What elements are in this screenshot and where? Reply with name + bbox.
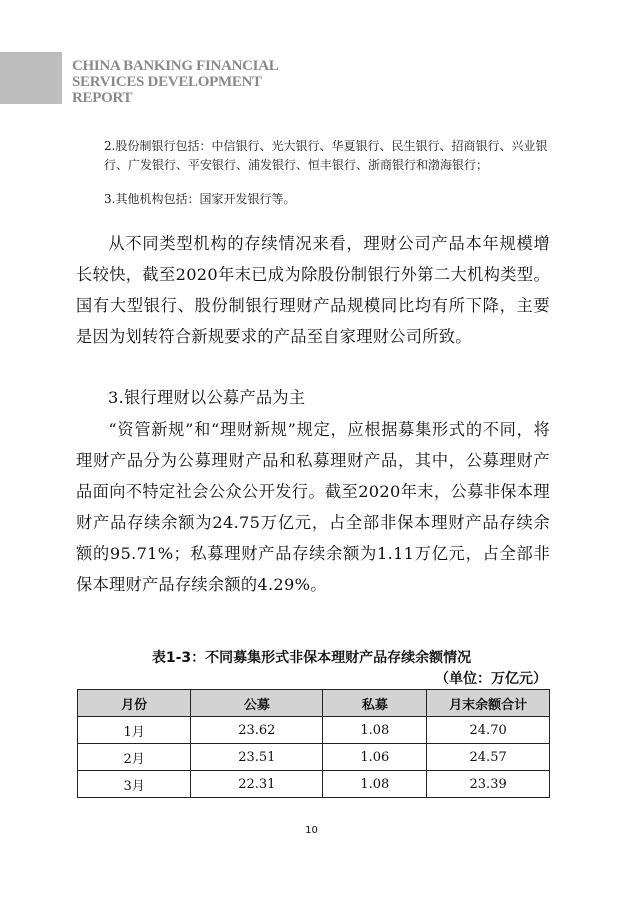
table-cell: 1月 xyxy=(78,717,191,744)
table-cell: 24.70 xyxy=(427,717,550,744)
table-row xyxy=(78,744,550,771)
table-cell: 23.62 xyxy=(191,717,323,744)
table-cell: 3月 xyxy=(78,771,191,798)
table-cell: 24.57 xyxy=(427,744,550,771)
table-row xyxy=(78,717,550,744)
footnote-other-institutions: 3.其他机构包括：国家开发银行等。 xyxy=(104,192,296,206)
section-heading: 3.银行理财以公募产品为主 xyxy=(108,388,306,407)
table-cell: 22.31 xyxy=(191,771,323,798)
page-number: 10 xyxy=(305,825,318,836)
header-line: CHINA BANKING FINANCIAL xyxy=(72,58,279,74)
table-header-row xyxy=(78,690,550,717)
table-row xyxy=(78,771,550,798)
header-gray-block xyxy=(0,52,62,104)
table-cell: 1.08 xyxy=(323,717,427,744)
column-header: 公募 xyxy=(191,690,323,717)
table-cell: 1.06 xyxy=(323,744,427,771)
body-paragraph: 从不同类型机构的存续情况来看，理财公司产品本年规模增长较快，截至2020年末已成为除股份制银行外第二大机构类型。国有大型银行、股份制银行理财产品规模同比均有所下降，主要是因为划转符合新规要求的产品至自家理财公司所致。 xyxy=(76,234,550,346)
table-unit: （单位：万亿元） xyxy=(435,671,547,687)
footnote-joint-stock-banks: 2.股份制银行包括：中信银行、光大银行、华夏银行、民生银行、招商银行、兴业银行、广发银行、平安银行、浦发银行、恒丰银行、浙商银行和渤海银行； xyxy=(104,139,548,172)
column-header: 月份 xyxy=(78,690,191,717)
table-cell: 23.51 xyxy=(191,744,323,771)
table-cell: 1.08 xyxy=(323,771,427,798)
table-cell: 2月 xyxy=(78,744,191,771)
header-line: SERVICES DEVELOPMENT xyxy=(72,74,262,90)
table-cell: 23.39 xyxy=(427,771,550,798)
column-header: 私募 xyxy=(323,690,427,717)
table-title: 表1-3：不同募集形式非保本理财产品存续余额情况 xyxy=(151,650,472,666)
body-paragraph: “资管新规”和“理财新规”规定，应根据募集形式的不同，将理财产品分为公募理财产品和私募理财产品，其中，公募理财产品面向不特定社会公众公开发行。截至2020年末，公募非保本理财产品存续余额为24.75万亿元，占全部非保本理财产品存续余额的95.71%；私募理财产品存续余额为1.11万亿元，占全部非保本理财产品存续余额的4.29%。 xyxy=(76,420,550,594)
header-line: REPORT xyxy=(72,90,133,106)
column-header: 月末余额合计 xyxy=(427,690,550,717)
report-header xyxy=(72,58,332,106)
data-table xyxy=(77,689,550,798)
